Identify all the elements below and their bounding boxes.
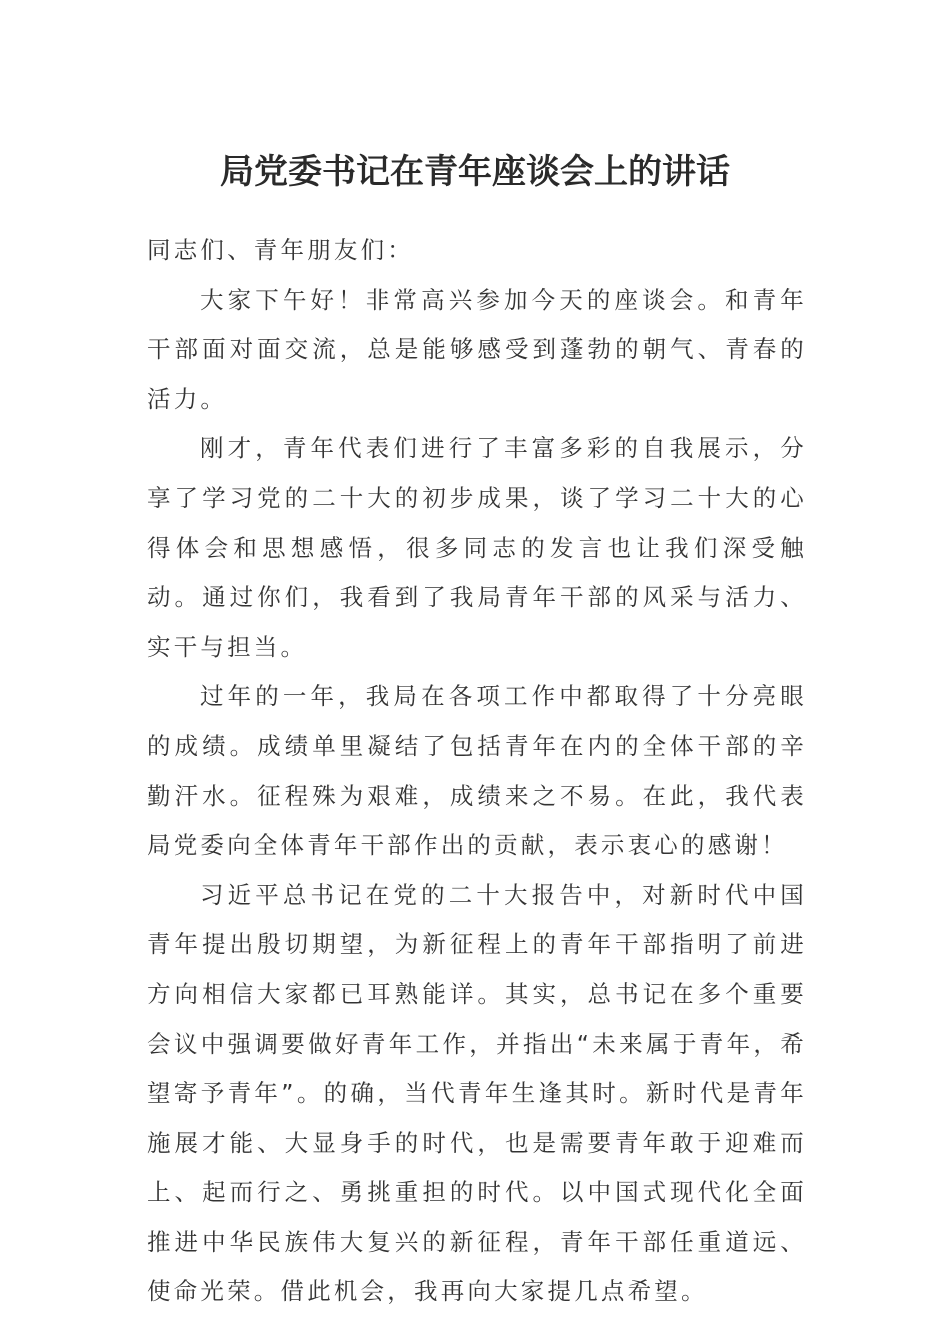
salutation: 同志们、青年朋友们： — [147, 236, 414, 264]
paragraph-youth-representatives: 刚才，青年代表们进行了丰富多彩的自我展示，分享了学习党的二十大的初步成果，谈了学习二十大的心得体会和思想感悟，很多同志的发言也让我们深受触动。通过你们，我看到了我局青年干部的风采与活力、实干与担当。 — [147, 434, 807, 661]
document-body — [147, 226, 807, 1317]
paragraph-greeting: 大家下午好！非常高兴参加今天的座谈会。和青年干部面对面交流，总是能够感受到蓬勃的朝气、青春的活力。 — [147, 285, 807, 413]
document-title: 局党委书记在青年座谈会上的讲话 — [220, 152, 730, 192]
paragraph-expectations: 习近平总书记在党的二十大报告中，对新时代中国青年提出殷切期望，为新征程上的青年干部指明了前进方向相信大家都已耳熟能详。其实，总书记在多个重要会议中强调要做好青年工作，并指出“未来属于青年，希望寄予青年”。的确，当代青年生逢其时。新时代是青年施展才能、大显身手的时代，也是需要青年敢于迎难而上、起而行之、勇挑重担的时代。以中国式现代化全面推进中华民族伟大复兴的新征程，青年干部任重道远、使命光荣。借此机会，我再向大家提几点希望。 — [147, 880, 807, 1306]
paragraph-past-year-achievements: 过年的一年，我局在各项工作中都取得了十分亮眼的成绩。成绩单里凝结了包括青年在内的全体干部的辛勤汗水。征程殊为艰难，成绩来之不易。在此，我代表局党委向全体青年干部作出的贡献，表示衷心的感谢！ — [147, 682, 807, 860]
